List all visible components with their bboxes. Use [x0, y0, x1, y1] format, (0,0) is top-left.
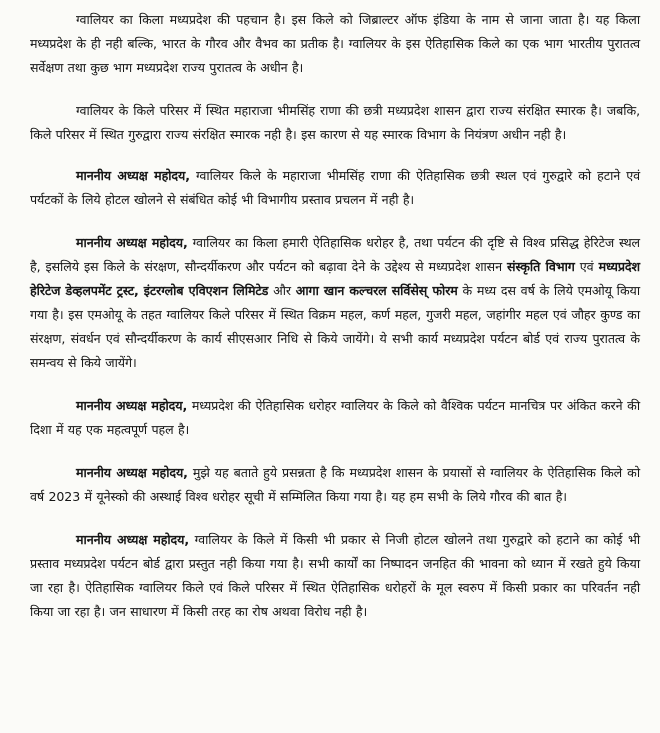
- salutation: माननीय अध्यक्ष महोदय,: [76, 235, 188, 250]
- paragraph-5-text: मध्यप्रदेश की ऐतिहासिक धरोहर ग्वालियर के किले को वैश्विक पर्यटन मानचित्र पर अंकित करने की दिशा में यह एक महत्वपूर्ण पहल है।: [30, 398, 640, 437]
- paragraph-6: [30, 461, 640, 509]
- paragraph-2: [30, 99, 640, 147]
- aga-khan-forum: आगा खान कल्चरल सर्विसेस् फोरम: [295, 283, 458, 298]
- paragraph-4-text-c: और: [268, 283, 296, 298]
- paragraph-1-text: ग्वालियर का किला मध्यप्रदेश की पहचान है। इस किले को जिब्राल्टर ऑफ इंडिया के नाम से जाना जाता है। यह किला मध्यप्रदेश के ही नही बल्कि, भारत के गौरव और वैभव का प्रतीक है। ग्वालियर के इस ऐतिहासिक किले का एक भाग भारतीय पुरातत्व सर्वेक्षण तथा कुछ भाग मध्यप्रदेश राज्य पुरातत्व के अधीन है।: [30, 12, 640, 75]
- paragraph-2-text: ग्वालियर के किले परिसर में स्थित महाराजा भीमसिंह राणा की छत्री मध्यप्रदेश शासन द्वारा राज्य संरक्षित स्मारक है। जबकि, किले परिसर में स्थित गुरुद्वारा राज्य संरक्षित स्मारक नही है। इस कारण से यह स्मारक विभाग के नियंत्रण अधीन नही है।: [30, 103, 640, 142]
- salutation: माननीय अध्यक्ष महोदय,: [76, 168, 190, 183]
- paragraph-4-text-a: ग्वालियर का किला हमारी ऐतिहासिक धरोहर है, तथा पर्यटन की दृष्टि से विश्व प्रसिद्ध हेरिटेज स्थल है, इसलिये इस किले के संरक्षण, सौन्दर्यीकरण और पर्यटन को बढ़ावा देने के उद्देश्य से मध्यप्रदेश शासन: [30, 235, 640, 274]
- paragraph-6-text: मुझे यह बताते हुये प्रसन्नता है कि मध्यप्रदेश शासन के प्रयासों से ग्वालियर के ऐतिहासिक किले को वर्ष 2023 में यूनेस्को की अस्थाई विश्व धरोहर सूची में सम्मिलित किया गया है। यह हम सभी के लिये गौरव की बात है।: [30, 465, 640, 504]
- paragraph-7: [30, 528, 640, 624]
- salutation: माननीय अध्यक्ष महोदय,: [76, 398, 188, 413]
- paragraph-4: [30, 231, 640, 375]
- culture-department: संस्कृति विभाग: [507, 259, 575, 274]
- salutation: माननीय अध्यक्ष महोदय,: [76, 465, 188, 480]
- paragraph-1: [30, 8, 640, 80]
- paragraph-4-text-d: के मध्य दस वर्ष के लिये एमओयू किया गया है। इस एमओयू के तहत ग्वालियर किले परिसर में स्थित विक्रम महल, कर्ण महल, गुजरी महल, जहांगीर महल एवं जौहर कुण्ड का संरक्षण, संवर्धन एवं सौन्दर्यीकरण के कार्य सीएसआर निधि से किये जायेंगे। ये सभी कार्य मध्यप्रदेश पर्यटन बोर्ड एवं राज्य पुरातत्व के समन्वय से किये जायेंगे।: [30, 283, 640, 370]
- paragraph-3: [30, 164, 640, 212]
- paragraph-4-text-b: एवं: [574, 259, 599, 274]
- paragraph-5: [30, 394, 640, 442]
- paragraph-7-text: ग्वालियर के किले में किसी भी प्रकार से निजी होटल खोलने तथा गुरुद्वारे को हटाने का कोई भी प्रस्ताव मध्यप्रदेश पर्यटन बोर्ड द्वारा प्रस्तुत नही किया गया है। सभी कार्यों का निष्पादन जनहित की भावना को ध्यान में रखते हुये किया जा रहा है। ऐतिहासिक ग्वालियर किले एवं किले परिसर में स्थित ऐतिहासिक धरोहरों के मूल स्वरुप में किसी प्रकार का परिवर्तन नही किया जा रहा है। जन साधारण में किसी तरह का रोष अथवा विरोध नही है।: [30, 532, 640, 619]
- heritage-trust-interglobe: मध्यप्रदेश हेरिटेज डेव्हलपमेंट ट्रस्ट, इंटरग्लोब एविएशन लिमिटेड: [30, 259, 640, 298]
- paragraph-3-text: ग्वालियर किले के महाराजा भीमसिंह राणा की ऐतिहासिक छत्री स्थल एवं गुरुद्वारे को हटाने एवं पर्यटकों के लिये होटल खोलने से संबंधित कोई भी विभागीय प्रस्ताव प्रचलन में नही है।: [30, 168, 640, 207]
- salutation: माननीय अध्यक्ष महोदय,: [76, 532, 190, 547]
